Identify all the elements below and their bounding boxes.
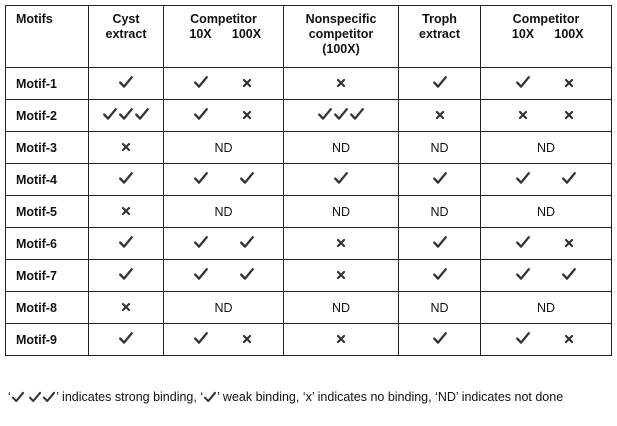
- table-row: [6, 68, 612, 100]
- troph-cell: [399, 100, 481, 132]
- motif-label: Motif-5: [6, 196, 89, 228]
- cyst-check-icon: [118, 331, 134, 345]
- troph-check-icon: [432, 331, 448, 345]
- legend-note: [8, 389, 608, 409]
- competitor-2-cell: [481, 324, 612, 356]
- competitor-2-nd: ND: [481, 292, 612, 324]
- cyst-cross-icon: [121, 302, 131, 312]
- header-troph-label: Troph extract: [419, 12, 460, 41]
- motif-label: Motif-7: [6, 260, 89, 292]
- header-nonspecific: [284, 6, 399, 68]
- motif-label: Motif-9: [6, 324, 89, 356]
- troph-nd: ND: [399, 196, 481, 228]
- competitor2-100x-cross-icon: [564, 78, 574, 88]
- troph-cross-icon: [435, 110, 445, 120]
- competitor2-10x-check-icon: [515, 171, 531, 185]
- competitor2-10x-check-icon: [515, 75, 531, 89]
- table-row: [6, 292, 612, 324]
- competitor-2-cell: [481, 228, 612, 260]
- competitor-10x-check-icon: [193, 171, 209, 185]
- competitor-10x-check-icon: [193, 331, 209, 345]
- motif-label: Motif-2: [6, 100, 89, 132]
- cyst-cell: [89, 324, 164, 356]
- nonspecific-cross-icon: [336, 238, 346, 248]
- motif-label: Motif-6: [6, 228, 89, 260]
- header-nonspecific-label: Nonspecific competitor (100X): [305, 12, 377, 56]
- cyst-cell: [89, 260, 164, 292]
- cyst-cell: [89, 68, 164, 100]
- competitor-100x-check-icon: [239, 267, 255, 281]
- nonspecific-cell: [284, 68, 399, 100]
- cyst-cell: [89, 196, 164, 228]
- competitor-10x-check-icon: [193, 267, 209, 281]
- nonspecific-triple-check-icon: [317, 107, 365, 121]
- competitor-2-cell: [481, 100, 612, 132]
- troph-check-icon: [432, 267, 448, 281]
- competitor-nd: ND: [164, 132, 284, 164]
- nonspecific-nd: ND: [284, 196, 399, 228]
- competitor-100x-check-icon: [239, 235, 255, 249]
- troph-check-icon: [432, 235, 448, 249]
- competitor-100x-cross-icon: [242, 110, 252, 120]
- cyst-check-icon: [118, 75, 134, 89]
- header-100x: 100X: [231, 27, 262, 41]
- cyst-cell: [89, 132, 164, 164]
- header-motifs: Motifs: [6, 6, 89, 68]
- competitor2-100x-check-icon: [561, 171, 577, 185]
- competitor-100x-cross-icon: [242, 334, 252, 344]
- table-row: [6, 324, 612, 356]
- nonspecific-nd: ND: [284, 292, 399, 324]
- note-strong-text: ’ indicates strong binding, ‘: [56, 390, 204, 404]
- competitor-cell: [164, 260, 284, 292]
- competitor-nd: ND: [164, 196, 284, 228]
- nonspecific-cross-icon: [336, 270, 346, 280]
- table-row: [6, 196, 612, 228]
- note-quote-open: ‘: [8, 390, 11, 404]
- competitor-10x-check-icon: [193, 107, 209, 121]
- troph-cell: [399, 324, 481, 356]
- troph-cell: [399, 228, 481, 260]
- cyst-triple-check-icon: [102, 107, 150, 121]
- competitor-cell: [164, 228, 284, 260]
- binding-table: [5, 5, 612, 356]
- cyst-check-icon: [118, 235, 134, 249]
- header-100x-2: 100X: [554, 27, 584, 41]
- competitor2-10x-cross-icon: [518, 110, 528, 120]
- troph-nd: ND: [399, 292, 481, 324]
- table-row: [6, 164, 612, 196]
- header-10x-2: 10X: [511, 27, 535, 41]
- strong-binding-icon: [11, 390, 56, 409]
- header-cyst-label: Cyst extract: [105, 12, 147, 41]
- nonspecific-cell: [284, 100, 399, 132]
- header-row: [6, 6, 612, 68]
- note-weak-text: ’ weak binding, ‘x’ indicates no binding, ‘ND’ indicates not done: [217, 390, 564, 404]
- header-competitor: [164, 6, 284, 68]
- competitor2-10x-check-icon: [515, 331, 531, 345]
- troph-cell: [399, 68, 481, 100]
- table-row: [6, 260, 612, 292]
- header-10x: 10X: [189, 27, 212, 41]
- competitor-cell: [164, 164, 284, 196]
- competitor-100x-cross-icon: [242, 78, 252, 88]
- cyst-cell: [89, 164, 164, 196]
- table-row: [6, 100, 612, 132]
- troph-check-icon: [432, 171, 448, 185]
- competitor-10x-check-icon: [193, 75, 209, 89]
- competitor2-10x-check-icon: [515, 267, 531, 281]
- competitor2-10x-check-icon: [515, 235, 531, 249]
- competitor-2-nd: ND: [481, 132, 612, 164]
- competitor-100x-check-icon: [239, 171, 255, 185]
- motif-label: Motif-1: [6, 68, 89, 100]
- troph-cell: [399, 260, 481, 292]
- competitor-2-cell: [481, 68, 612, 100]
- competitor-2-nd: ND: [481, 196, 612, 228]
- nonspecific-cell: [284, 260, 399, 292]
- table-row: [6, 132, 612, 164]
- header-competitor-2: [481, 6, 612, 68]
- header-cyst-extract: [89, 6, 164, 68]
- troph-check-icon: [432, 75, 448, 89]
- motif-label: Motif-4: [6, 164, 89, 196]
- competitor2-100x-cross-icon: [564, 238, 574, 248]
- competitor2-100x-cross-icon: [564, 110, 574, 120]
- table-row: [6, 228, 612, 260]
- nonspecific-cross-icon: [336, 334, 346, 344]
- troph-cell: [399, 164, 481, 196]
- troph-nd: ND: [399, 132, 481, 164]
- header-competitor-label: Competitor: [190, 12, 257, 26]
- nonspecific-check-icon: [333, 171, 349, 185]
- weak-binding-icon: [203, 390, 217, 409]
- header-troph-extract: [399, 6, 481, 68]
- cyst-cross-icon: [121, 206, 131, 216]
- competitor-10x-check-icon: [193, 235, 209, 249]
- motif-label: Motif-3: [6, 132, 89, 164]
- nonspecific-nd: ND: [284, 132, 399, 164]
- cyst-cross-icon: [121, 142, 131, 152]
- cyst-cell: [89, 292, 164, 324]
- nonspecific-cell: [284, 324, 399, 356]
- nonspecific-cell: [284, 164, 399, 196]
- nonspecific-cross-icon: [336, 78, 346, 88]
- cyst-check-icon: [118, 171, 134, 185]
- competitor2-100x-cross-icon: [564, 334, 574, 344]
- nonspecific-cell: [284, 228, 399, 260]
- competitor-cell: [164, 324, 284, 356]
- motif-label: Motif-8: [6, 292, 89, 324]
- competitor-nd: ND: [164, 292, 284, 324]
- competitor-cell: [164, 68, 284, 100]
- competitor-2-cell: [481, 260, 612, 292]
- cyst-cell: [89, 100, 164, 132]
- competitor2-100x-check-icon: [561, 267, 577, 281]
- header-competitor-2-label: Competitor: [512, 12, 580, 26]
- competitor-cell: [164, 100, 284, 132]
- competitor-2-cell: [481, 164, 612, 196]
- cyst-cell: [89, 228, 164, 260]
- cyst-check-icon: [118, 267, 134, 281]
